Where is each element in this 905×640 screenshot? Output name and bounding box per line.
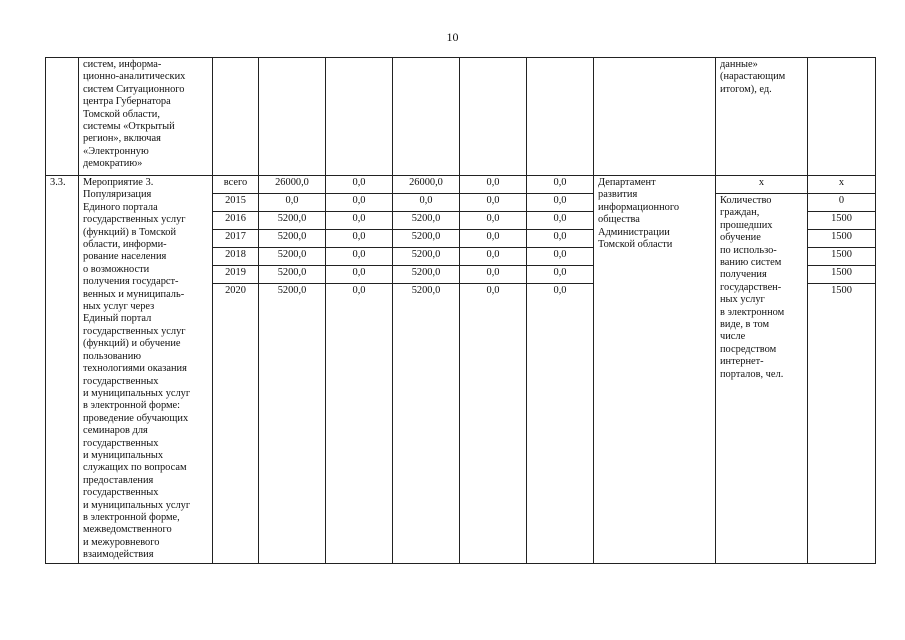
responsible-cell: Департамент развития информационного общества Администрации Томской области [594,176,716,564]
indicator-value: 1500 [808,248,876,266]
funding-cell: 0,0 [460,176,527,194]
total-cell: 5200,0 [259,212,326,230]
funding-cell: 0,0 [326,284,393,564]
funding-cell: 0,0 [460,266,527,284]
continuation-row [46,58,876,176]
funding-cell: 5200,0 [393,266,460,284]
funding-cell: 0,0 [527,230,594,248]
funding-cell: 0,0 [527,266,594,284]
funding-cell: 0,0 [527,248,594,266]
total-cell: 5200,0 [259,248,326,266]
funding-cell: 5200,0 [393,212,460,230]
indicator-total-value: х [808,176,876,194]
indicator-value: 1500 [808,284,876,564]
cell-empty [594,58,716,176]
indicator-total: х [716,176,808,194]
continuation-indicator: данные» (нарастающим итогом), ед. [716,58,808,176]
funding-cell: 0,0 [527,212,594,230]
funding-cell: 0,0 [326,176,393,194]
funding-cell: 0,0 [460,248,527,266]
total-cell: 5200,0 [259,266,326,284]
cell-empty [213,58,259,176]
funding-cell: 0,0 [326,266,393,284]
cell-empty [326,58,393,176]
cell-empty [808,58,876,176]
funding-cell: 26000,0 [393,176,460,194]
total-cell: 0,0 [259,194,326,212]
year-cell: 2018 [213,248,259,266]
funding-cell: 5200,0 [393,230,460,248]
indicator-value: 1500 [808,230,876,248]
funding-cell: 0,0 [527,176,594,194]
year-cell: 2019 [213,266,259,284]
year-cell: всего [213,176,259,194]
funding-cell: 0,0 [393,194,460,212]
page-number: 10 [446,30,459,44]
funding-cell: 5200,0 [393,284,460,564]
year-cell: 2017 [213,230,259,248]
funding-cell: 0,0 [326,212,393,230]
funding-cell: 0,0 [326,230,393,248]
funding-cell: 0,0 [460,230,527,248]
funding-cell: 5200,0 [393,248,460,266]
program-table [45,57,876,564]
item-number: 3.3. [46,176,79,564]
total-cell: 5200,0 [259,284,326,564]
cell-empty [460,58,527,176]
indicator-value: 1500 [808,212,876,230]
indicator-name: Количество граждан, прошедших обучение по использо- ванию систем получения государствен- ных услуг в электронном виде, в том числе посредством интернет- порталов, чел. [716,194,808,564]
cell-empty [259,58,326,176]
funding-cell: 0,0 [527,194,594,212]
total-cell: 5200,0 [259,230,326,248]
continuation-description: систем, информа- ционно-аналитических систем Ситуационного центра Губернатора Томской области, системы «Открытый регион», включая «Электронную демократию» [79,58,213,176]
total-cell: 26000,0 [259,176,326,194]
year-cell: 2016 [213,212,259,230]
funding-cell: 0,0 [326,248,393,266]
funding-cell: 0,0 [326,194,393,212]
funding-cell: 0,0 [460,212,527,230]
year-cell: 2015 [213,194,259,212]
cell-empty [527,58,594,176]
indicator-value: 0 [808,194,876,212]
funding-cell: 0,0 [460,284,527,564]
item-description: Мероприятие 3. Популяризация Единого портала государственных услуг (функций) в Томской области, информи- рование населения о возможности получения государст- венных и муниципаль- ных услуг через Единый портал государственных услуг (функций) и обучение пользованию технологиями оказания государственных и муниципальных услуг в электронной форме: проведение обучающих семинаров для государственных и муниципальных служащих по вопросам предоставления государственных и муниципальных услуг в электронной форме, межведомственного и межуровневого взаимодействия [79,176,213,564]
funding-cell: 0,0 [527,284,594,564]
cell-empty [46,58,79,176]
year-cell: 2020 [213,284,259,564]
indicator-value: 1500 [808,266,876,284]
cell-empty [393,58,460,176]
funding-cell: 0,0 [460,194,527,212]
table-row [46,176,876,194]
